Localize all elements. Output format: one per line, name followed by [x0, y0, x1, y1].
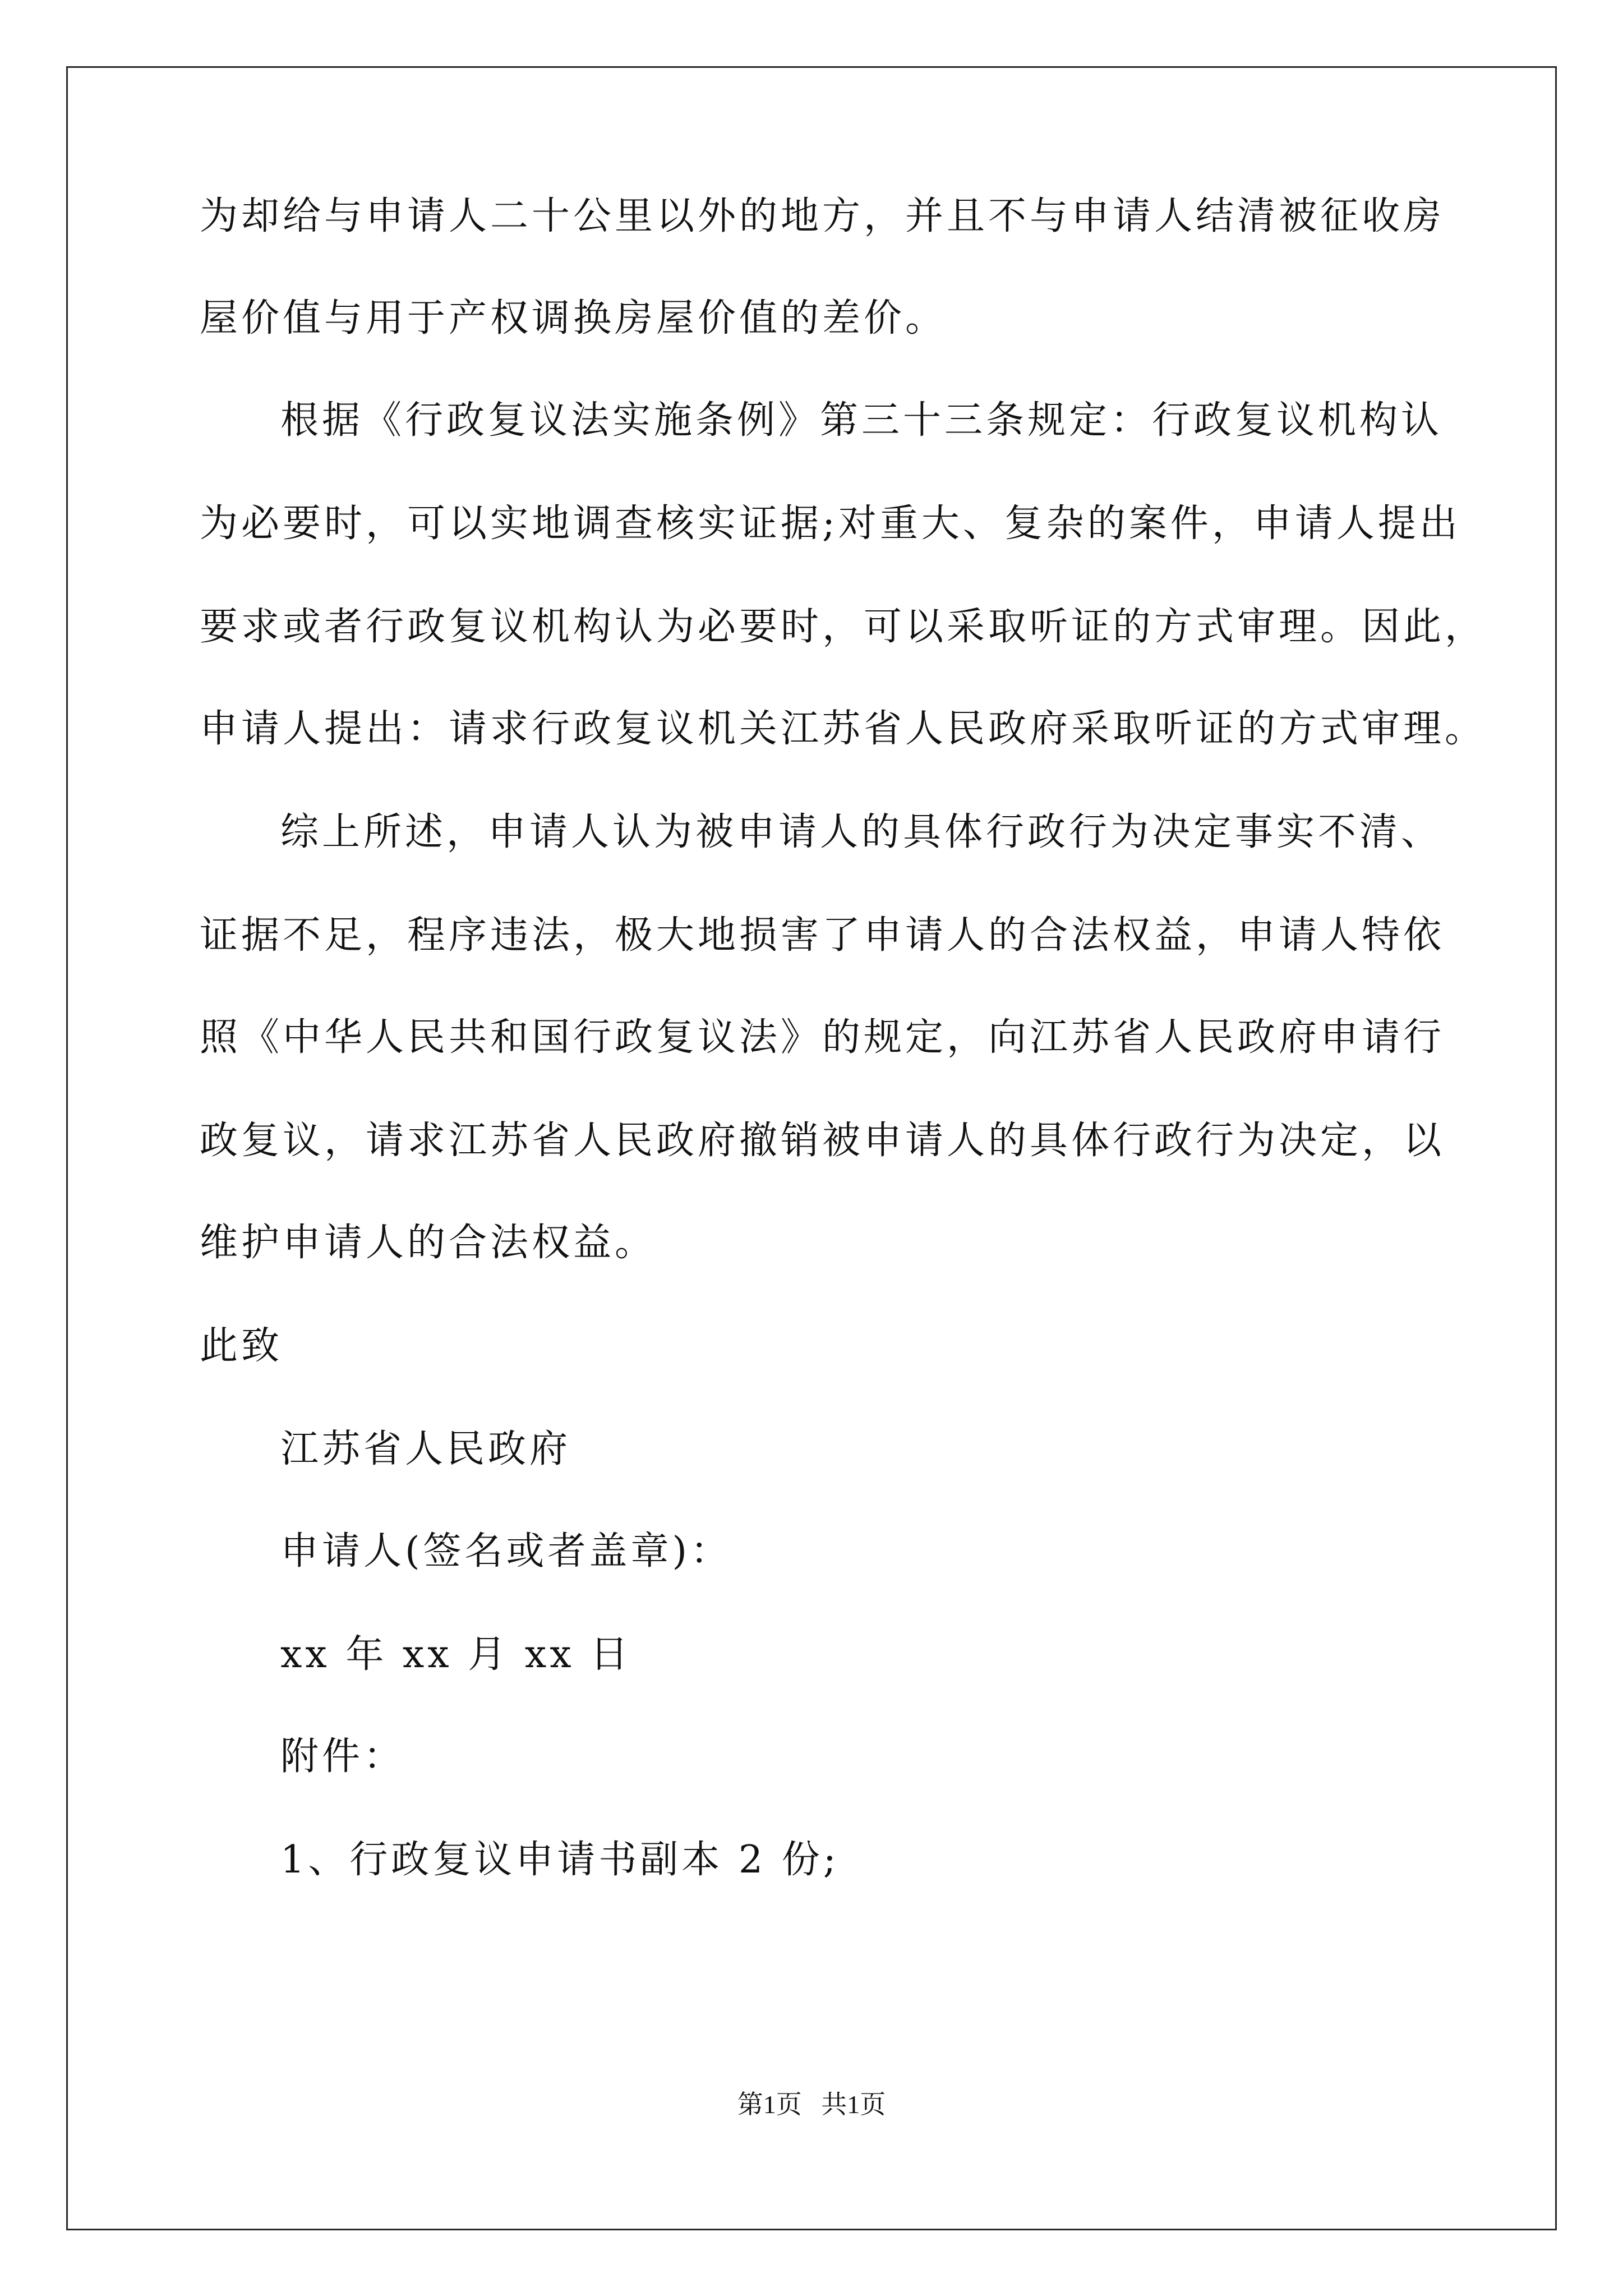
paragraph-line: 屋价值与用于产权调换房屋价值的差价。	[200, 296, 947, 341]
attachment-item: 1、行政复议申请书副本 2 份;	[280, 1838, 840, 1882]
paragraph-line: 证据不足，程序违法，极大地损害了申请人的合法权益，申请人特依	[200, 913, 1445, 958]
paragraph-line: 政复议，请求江苏省人民政府撤销被申请人的具体行政行为决定，以	[200, 1119, 1445, 1163]
attachments-heading: 附件：	[280, 1734, 405, 1779]
page-number-footer: 第1页 共1页	[737, 2090, 886, 2119]
salutation: 此致	[200, 1324, 283, 1368]
paragraph-line: 维护申请人的合法权益。	[200, 1221, 657, 1265]
applicant-signature-line: 申请人(签名或者盖章)：	[280, 1529, 732, 1573]
paragraph-line: 照《中华人民共和国行政复议法》的规定，向江苏省人民政府申请行	[200, 1015, 1445, 1060]
paragraph-line: 综上所述，申请人认为被申请人的具体行政行为决定事实不清、	[280, 810, 1443, 854]
paragraph-line: 根据《行政复议法实施条例》第三十三条规定：行政复议机构认	[280, 398, 1443, 443]
paragraph-line: 要求或者行政复议机构认为必要时，可以采取听证的方式审理。因此，	[200, 605, 1487, 649]
date-line: xx 年 xx 月 xx 日	[280, 1632, 632, 1677]
paragraph-line: 为却给与申请人二十公里以外的地方，并且不与申请人结清被征收房	[200, 194, 1445, 238]
recipient: 江苏省人民政府	[280, 1427, 571, 1471]
paragraph-line: 申请人提出：请求行政复议机关江苏省人民政府采取听证的方式审理。	[200, 707, 1487, 751]
paragraph-line: 为必要时，可以实地调查核实证据;对重大、复杂的案件，申请人提出	[200, 501, 1461, 546]
